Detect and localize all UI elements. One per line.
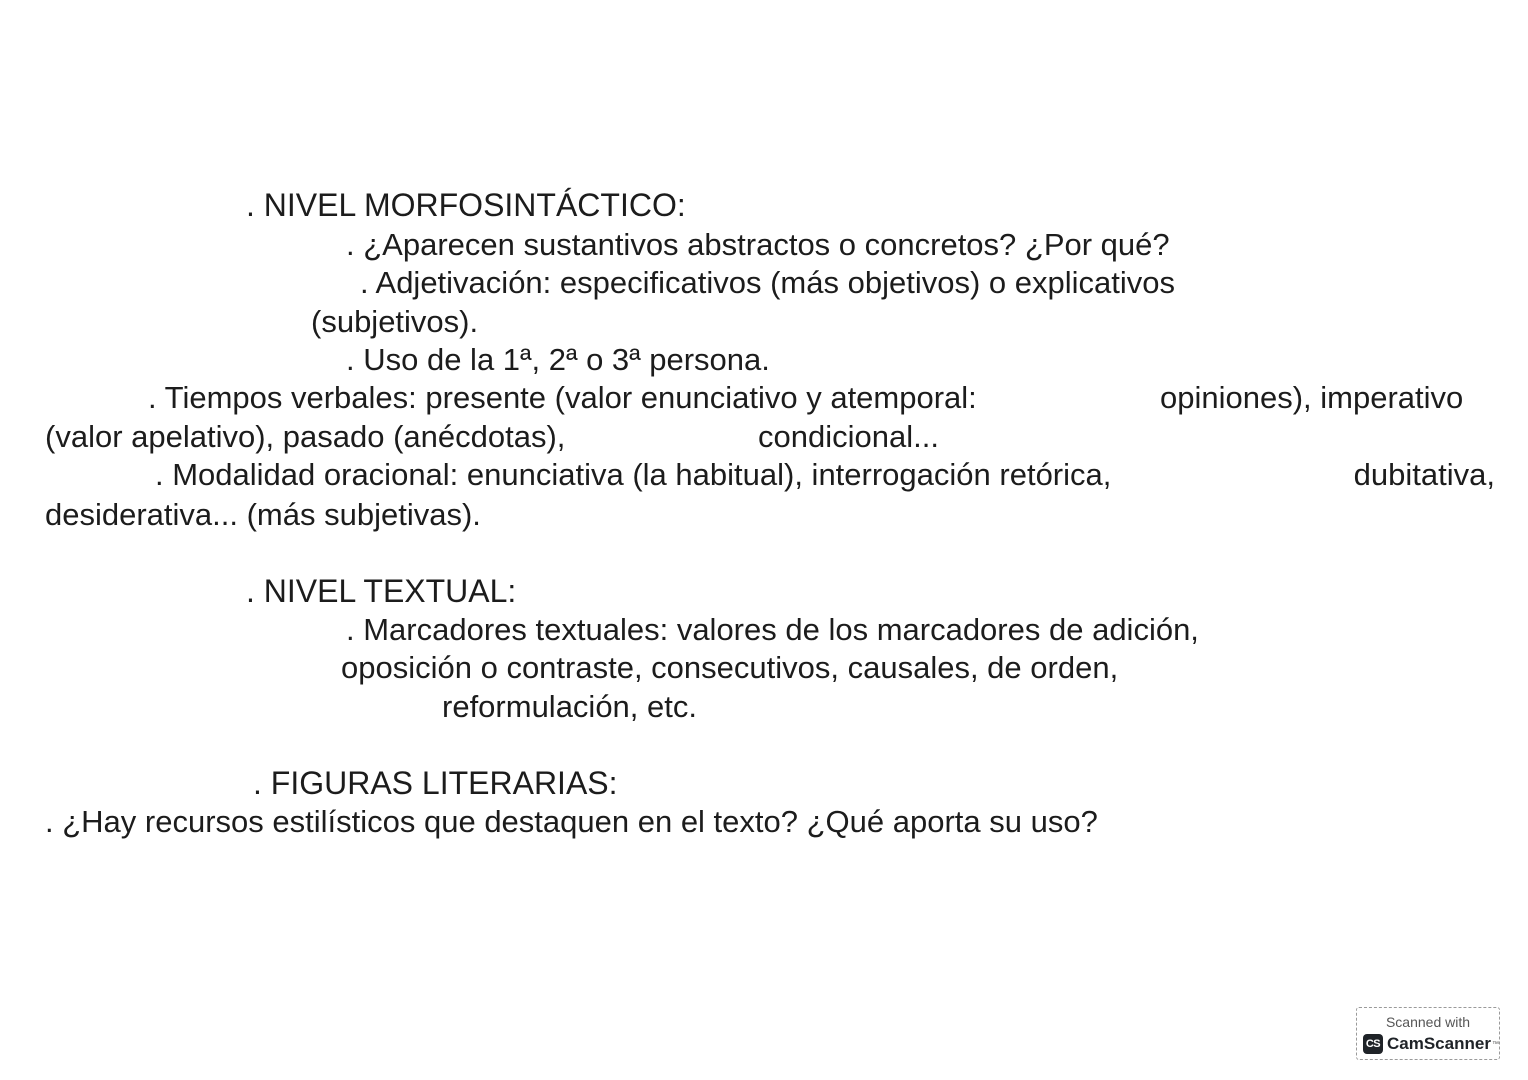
text-line: . Uso de la 1ª, 2ª o 3ª persona. (346, 342, 770, 377)
camscanner-watermark (1356, 1007, 1500, 1060)
text-line: . Adjetivación: especificativos (más objetivos) o explicativos (360, 265, 1175, 300)
text-line: desiderativa... (más subjetivas). (45, 497, 481, 532)
text-segment: . Modalidad oracional: enunciativa (la habitual), interrogación retórica, (155, 457, 1112, 492)
text-line: . Tiempos verbales: presente (valor enunciativo y atemporal: (148, 380, 977, 415)
watermark-caption: Scanned with (1385, 1014, 1471, 1030)
text-line: condicional... (758, 419, 939, 454)
text-line-justified (155, 456, 1495, 494)
trademark-symbol: ™ (1491, 1040, 1499, 1048)
text-line: . ¿Hay recursos estilísticos que destaquen en el texto? ¿Qué aporta su uso? (45, 804, 1098, 839)
text-line: . Marcadores textuales: valores de los marcadores de adición, (346, 612, 1199, 647)
watermark-brand-name: CamScanner (1387, 1034, 1491, 1053)
section-heading-morfosintactico: . NIVEL MORFOSINTÁCTICO: (246, 187, 686, 223)
section-heading-figuras: . FIGURAS LITERARIAS: (253, 765, 618, 801)
text-line: . ¿Aparecen sustantivos abstractos o concretos? ¿Por qué? (346, 227, 1170, 262)
text-segment: dubitativa, (1353, 457, 1495, 492)
watermark-brand (1363, 1034, 1499, 1054)
section-heading-textual: . NIVEL TEXTUAL: (246, 573, 517, 609)
text-line: (subjetivos). (311, 304, 479, 339)
text-line: oposición o contraste, consecutivos, causales, de orden, (341, 650, 1119, 685)
text-line: opiniones), imperativo (1160, 380, 1464, 415)
camscanner-logo-icon: CS (1363, 1034, 1383, 1054)
text-line: (valor apelativo), pasado (anécdotas), (45, 419, 566, 454)
text-line: reformulación, etc. (442, 689, 697, 724)
